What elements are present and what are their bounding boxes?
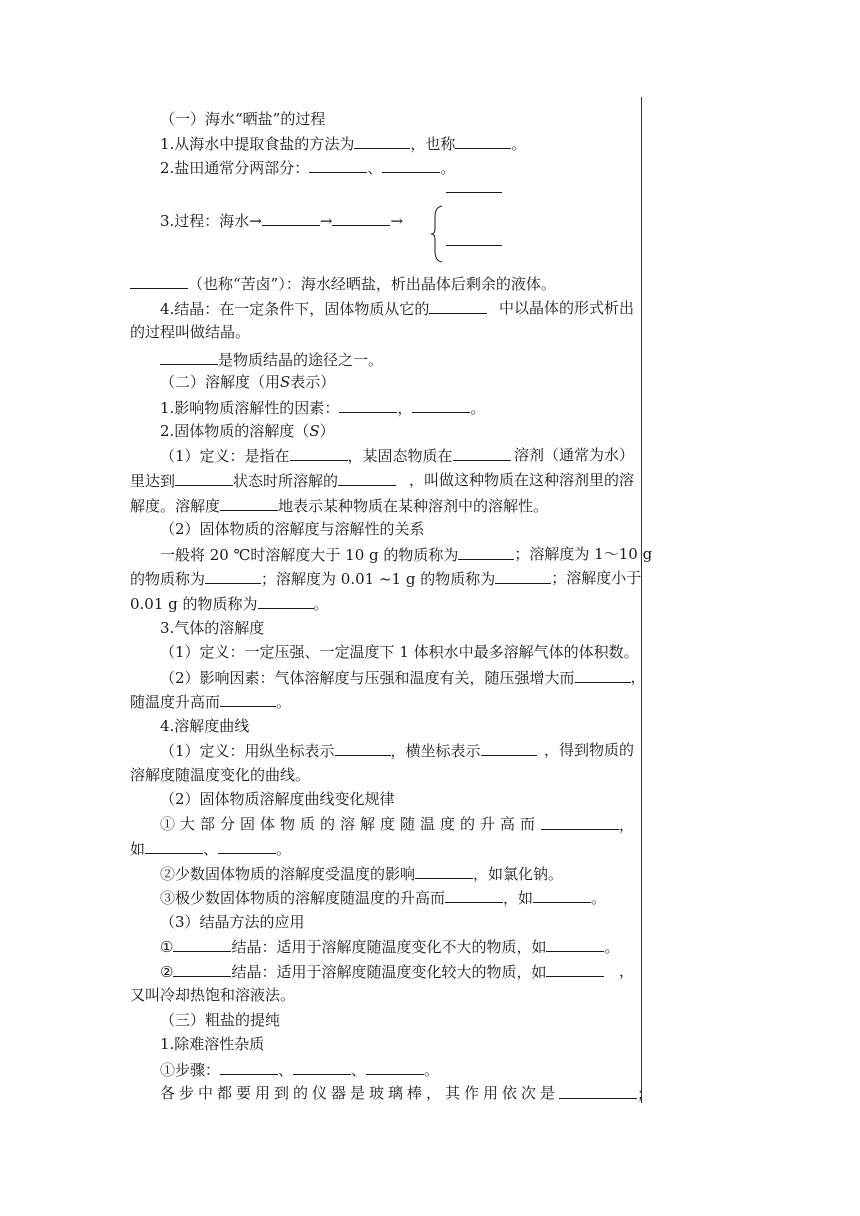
blank[interactable] (546, 959, 604, 977)
blank[interactable] (293, 1057, 351, 1075)
s3-item1: 1.除难溶性杂质 (160, 1035, 265, 1053)
blank[interactable] (446, 192, 502, 193)
blank[interactable] (220, 689, 276, 707)
s1-item4-path: 是物质结晶的途径之一。 (160, 347, 634, 371)
blank[interactable] (175, 468, 233, 486)
s2-def3: 解度。溶解度 地表示某种物质在某种溶剂中的溶解性。 (130, 493, 634, 517)
blank[interactable] (145, 836, 203, 854)
s2-cryst2: ② 结晶：适用于溶解度随温度变化较大的物质，如 ， (160, 959, 634, 983)
s1-item4-cont: 的过程叫做结晶。 (130, 323, 251, 341)
s1-item4: 4.结晶：在一定条件下，固体物质从它的 中以晶体的形式析出 (160, 296, 634, 320)
blank[interactable] (220, 1057, 278, 1075)
blank[interactable] (541, 812, 619, 830)
s2-rel2: 的物质称为 ；溶解度为 0.01 ~1 g 的物质称为 ；溶解度小于 (130, 566, 634, 590)
s2-item2: 2.固体物质的溶解度（S） (160, 422, 335, 440)
blank[interactable] (445, 885, 503, 903)
s2-rule1-examples: 如 、 。 (130, 836, 634, 860)
s2-rule2: ②少数固体物质的溶解度受温度的影响 ，如氯化钠。 (160, 861, 634, 885)
s2-rule3: ③极少数固体物质的溶解度随温度的升高而 ，如 。 (160, 885, 634, 909)
s2-rule1: ①大部分固体物质的溶解度随温度的升高而 ， (160, 812, 634, 836)
s2-item3: 3.气体的溶解度 (160, 619, 265, 637)
s2-item4: 4.溶解度曲线 (160, 717, 250, 735)
s2-crystallization: （3）结晶方法的应用 (160, 913, 305, 931)
blank[interactable] (575, 665, 631, 683)
blank[interactable] (339, 395, 397, 413)
blank[interactable] (446, 245, 502, 246)
blank[interactable] (559, 1081, 637, 1099)
s2-relation: （2）固体物质的溶解度与溶解性的关系 (160, 520, 425, 538)
s2-cryst2-cont: 又叫冷却热饱和溶液法。 (130, 986, 296, 1004)
blank[interactable] (453, 443, 511, 461)
s2-gas-def: （1）定义：一定压强、一定温度下 1 体积水中最多溶解气体的体积数。 (160, 643, 639, 661)
column-rule (641, 97, 642, 1103)
s2-curve-def2: 溶解度随温度变化的曲线。 (130, 766, 311, 784)
s2-cryst1: ① 结晶：适用于溶解度随温度变化不大的物质，如 。 (160, 934, 634, 958)
s3-steps: ①步骤： 、 、 。 (160, 1057, 634, 1081)
s2-curve-def: （1）定义：用纵坐标表示 ，横坐标表示 ，得到物质的 (160, 738, 634, 762)
blank[interactable] (533, 885, 591, 903)
s2-rel1: 一般将 20 ℃时溶解度大于 10 g 的物质称为 ；溶解度为 1～10 g (160, 542, 634, 566)
blank[interactable] (335, 738, 391, 756)
blank[interactable] (290, 443, 348, 461)
blank[interactable] (160, 347, 218, 365)
blank[interactable] (546, 934, 604, 952)
blank[interactable] (332, 208, 390, 226)
blank[interactable] (173, 934, 231, 952)
section1-heading: （一）海水“晒盐”的过程 (160, 110, 326, 128)
s2-gas-factor: （2）影响因素：气体溶解度与压强和温度有关，随压强增大而 ， (160, 665, 634, 689)
s2-item1: 1.影响物质溶解性的因素： ， 。 (160, 395, 634, 419)
brace-icon (430, 205, 444, 263)
blank[interactable] (382, 155, 440, 173)
blank[interactable] (262, 208, 320, 226)
s2-def2: 里达到 状态时所溶解的 ，叫做这种物质在这种溶剂里的溶 (130, 468, 634, 492)
s1-bittern: （也称“苦卤”）：海水经晒盐，析出晶体后剩余的液体。 (130, 271, 634, 295)
blank[interactable] (412, 395, 470, 413)
blank[interactable] (218, 836, 276, 854)
s1-item2: 2.盐田通常分两部分： 、 。 (160, 155, 634, 179)
s2-def: （1）定义：是指在 ，某固态物质在 溶剂（通常为水） (160, 443, 634, 467)
blank[interactable] (495, 566, 551, 584)
section3-heading: （三）粗盐的提纯 (160, 1011, 281, 1029)
s1-item3: 3.过程：海水→ → → (160, 208, 450, 232)
blank[interactable] (366, 1057, 424, 1075)
s2-rel3: 0.01 g 的物质称为 。 (130, 591, 634, 615)
blank[interactable] (458, 542, 514, 560)
s3-glass-rod: 各步中都要用到的仪器是玻璃棒，其作用依次是 ； (160, 1081, 634, 1105)
blank[interactable] (220, 493, 278, 511)
blank[interactable] (481, 738, 537, 756)
blank[interactable] (354, 131, 410, 149)
blank[interactable] (338, 468, 396, 486)
s2-curve-rule: （2）固体物质溶解度曲线变化规律 (160, 790, 395, 808)
s1-item1: 1.从海水中提取食盐的方法为 ，也称 。 (160, 131, 634, 155)
blank[interactable] (205, 566, 261, 584)
s2-gas-factor2: 随温度升高而 。 (130, 689, 634, 713)
blank[interactable] (173, 959, 231, 977)
blank[interactable] (309, 155, 367, 173)
blank[interactable] (258, 591, 314, 609)
blank[interactable] (415, 861, 473, 879)
section2-heading: （二）溶解度（用S表示） (160, 373, 336, 391)
blank[interactable] (429, 296, 487, 314)
blank[interactable] (130, 271, 188, 289)
blank[interactable] (455, 131, 511, 149)
